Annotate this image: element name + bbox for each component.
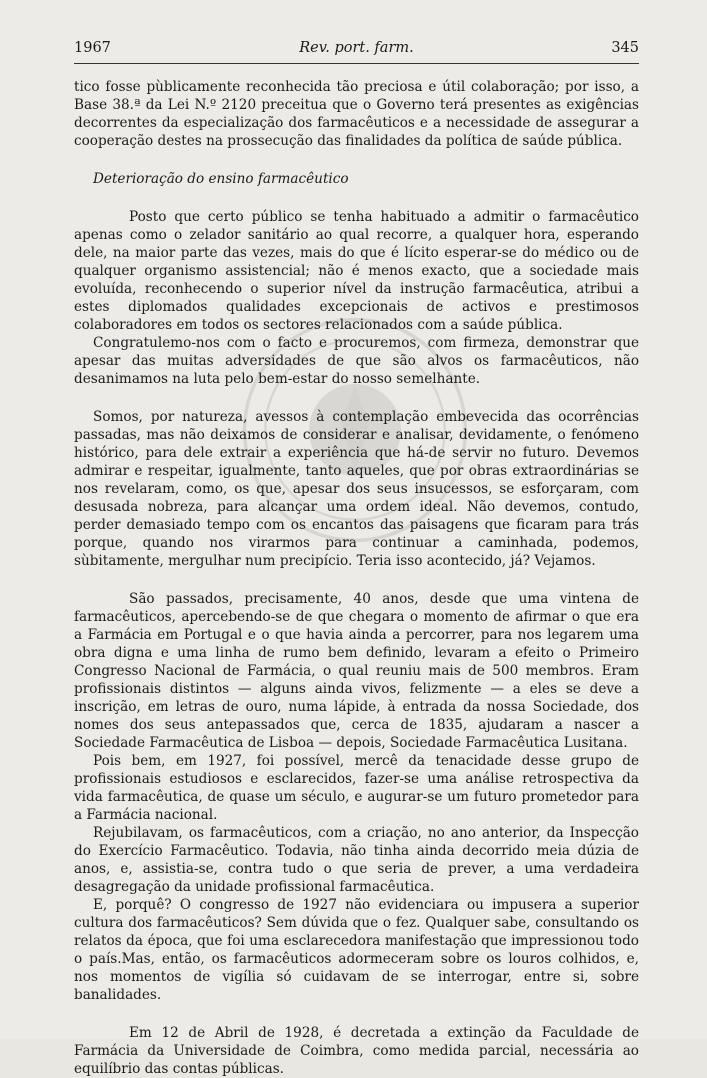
paragraph-3: Congratulemo-nos com o facto e procuremos, com firmeza, demonstrar que apesar das muitas adversidades de que são alvos os farmacêuticos, não desanimamos na luta pelo bem-estar do nosso semelhante. (74, 335, 639, 387)
paragraph-7: Rejubilavam, os farmacêuticos, com a criação, no ano anterior, da Inspecção do Exercício Farmacêutico. Todavia, não tinha ainda decorrido meia dúzia de anos, e, assistia-se, contra tudo o que seria de prever, a uma verdadeira desagregação da unidade profissional farmacêutica. (74, 825, 639, 895)
section-heading (74, 170, 639, 188)
header-rule (74, 63, 639, 64)
paragraph-8: E, porquê? O congresso de 1927 não evidenciara ou impusera a superior cultura dos farmacêuticos? Sem dúvida que o fez. Qualquer sabe, consultando os relatos da época, que foi uma esclarecedora manifestação que impressionou todo o país.Mas, então, os farmacêuticos adormeceram sobre os louros colhidos, e, nos momentos de vigília só cuidavam de se interrogar, entre si, sobre banalidades. (74, 897, 639, 1003)
running-header (74, 40, 639, 60)
header-journal-title: Rev. port. farm. (299, 40, 414, 56)
paragraph-1: tico fosse pùblicamente reconhecida tão preciosa e útil colaboração; por isso, a Base 38.ª da Lei N.º 2120 preceitua que o Governo terá presentes as exigências decorrentes da especialização dos farmacêuticos e a necessidade de assegurar a cooperação destes na prossecução das finalidades da política de saúde pública. (74, 79, 639, 149)
paragraph-6: Pois bem, em 1927, foi possível, mercê da tenacidade desse grupo de profissionais estudiosos e esclarecidos, fazer-se uma análise retrospectiva da vida farmacêutica, de quase um século, e augurar-se um futuro prometedor para a Farmácia nacional. (74, 753, 639, 823)
paragraph-4: Somos, por natureza, avessos à contemplação embevecida das ocorrências passadas, mas não deixamos de considerar e analisar, devidamente, o fenómeno histórico, para dele extrair a experiência que há-de servir no futuro. Devemos admirar e respeitar, igualmente, tanto aqueles, que por obras extraordinárias se nos revelaram, como, os que, apesar dos seus insucessos, se esforçaram, com desusada nobreza, para alcançar uma ordem ideal. Não devemos, contudo, perder demasiado tempo com os encantos das paisagens que ficaram para trás porque, quando nos virarmos para continuar a caminhada, podemos, sùbitamente, mergulhar num precipício. Teria isso acontecido, já? Vejamos. (74, 409, 639, 569)
section-heading-text: Deterioração do ensino farmacêutico (93, 171, 349, 187)
paragraph-2: Posto que certo público se tenha habituado a admitir o farmacêutico apenas como o zelador sanitário ao qual recorre, a qualquer hora, esperando dele, na maior parte das vezes, mais do que é lícito esperar-se do médico ou de qualquer organismo assistencial; não é menos exacto, que a sociedade mais evoluída, reconhecendo o superior nível da instrução farmacêutica, atribui a estes diplomados qualidades excepcionais de activos e prestimosos colaboradores em todos os sectores relacionados com a saúde pública. (74, 209, 639, 333)
header-page-number: 345 (611, 40, 639, 56)
paragraph-9: Em 12 de Abril de 1928, é decretada a extinção da Faculdade de Farmácia da Universidade de Coimbra, como medida parcial, necessária ao equilíbrio das contas públicas. (74, 1025, 639, 1077)
header-year: 1967 (74, 40, 111, 56)
paragraph-5: São passados, precisamente, 40 anos, desde que uma vintena de farmacêuticos, apercebendo-se de que chegara o momento de afirmar o que era a Farmácia em Portugal e o que havia ainda a percorrer, para nos legarem uma obra digna e uma linha de rumo bem definido, levaram a efeito o Primeiro Congresso Nacional de Farmácia, o qual reuniu mais de 500 membros. Eram profissionais distintos — alguns ainda vivos, felizmente — a eles se deve a inscrição, em letras de ouro, numa lápide, à entrada da nossa Sociedade, dos nomes dos seus antepassados que, cerca de 1835, ajudaram a nascer a Sociedade Farmacêutica de Lisboa — depois, Sociedade Farmacêutica Lusitana. (74, 591, 639, 751)
article-body (74, 78, 639, 1078)
